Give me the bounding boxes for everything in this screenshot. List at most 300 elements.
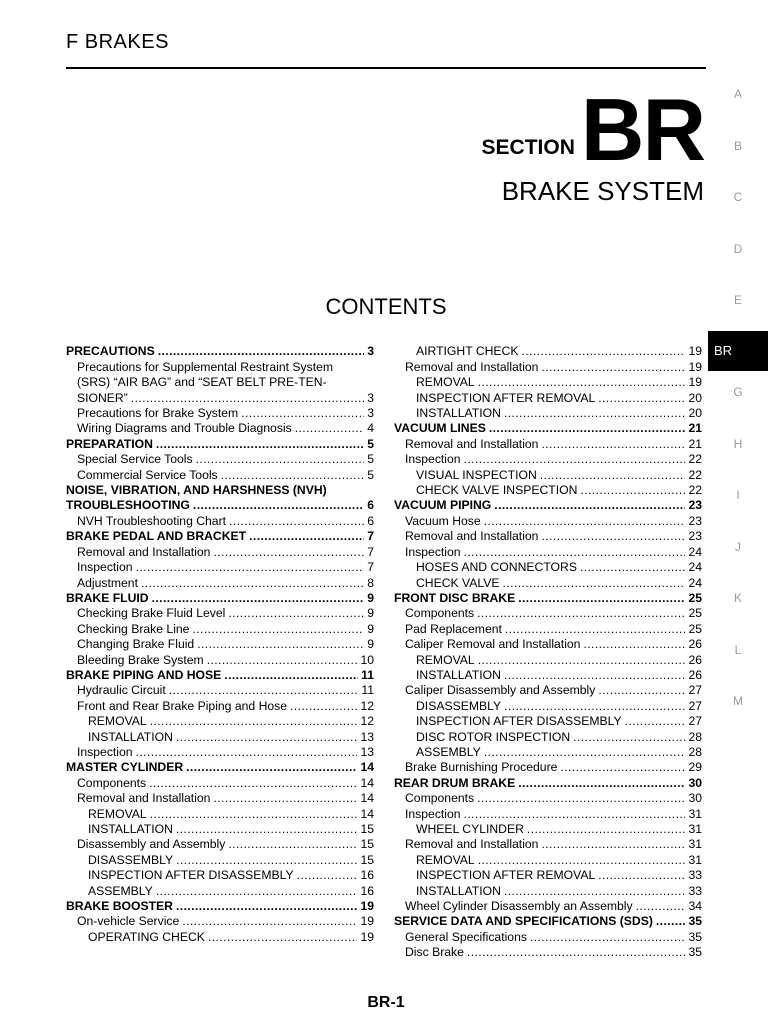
toc-leader-dots <box>136 745 358 760</box>
toc-leader-dots <box>489 421 686 436</box>
toc-entry-title: Wiring Diagrams and Trouble Diagnosis <box>77 421 292 436</box>
toc-entry-title: NVH Troubleshooting Chart <box>77 513 227 528</box>
toc-entry[interactable] <box>394 406 702 421</box>
toc-leader-dots <box>656 914 686 929</box>
toc-leader-dots <box>464 452 686 467</box>
section-block <box>481 80 704 207</box>
toc-entry[interactable] <box>394 421 702 436</box>
toc-entry-page: 30 <box>688 791 702 806</box>
toc-entry-title: Components <box>405 791 475 806</box>
toc-entry-title: INSPECTION AFTER REMOVAL <box>416 868 596 883</box>
toc-entry-page: 24 <box>688 575 702 590</box>
toc-entry[interactable] <box>394 945 702 960</box>
side-index-letter[interactable]: K <box>733 591 742 605</box>
toc-entry-title: INSTALLATION <box>88 822 173 836</box>
toc-entry-title: BRAKE PIPING AND HOSE <box>66 667 222 682</box>
toc-entry-page: 8 <box>367 575 374 590</box>
section-title: BRAKE SYSTEM <box>501 176 704 206</box>
toc-leader-dots <box>241 406 364 421</box>
toc-leader-dots <box>573 730 685 745</box>
side-index-letter[interactable]: BR <box>708 331 768 371</box>
toc-entry-page: 14 <box>360 791 374 806</box>
toc-entry-title: Wheel Cylinder Disassembly an Assembly <box>405 899 633 914</box>
section-line <box>481 80 704 179</box>
toc-entry-page: 19 <box>360 899 374 914</box>
toc-entry[interactable] <box>394 683 702 698</box>
toc-entry-page: 22 <box>688 483 702 498</box>
toc-entry-page: 26 <box>688 637 702 652</box>
toc-entry[interactable] <box>394 868 702 883</box>
toc-entry[interactable] <box>66 529 374 544</box>
toc-entry[interactable] <box>66 436 374 451</box>
toc-entry[interactable] <box>394 436 702 451</box>
toc-leader-dots <box>176 822 358 837</box>
toc-entry[interactable] <box>394 791 702 806</box>
toc-entry[interactable] <box>394 652 702 667</box>
toc-entry-title: CHECK VALVE <box>416 575 500 590</box>
toc-leader-dots <box>504 668 686 683</box>
toc-entry-title: INSTALLATION <box>416 883 501 898</box>
toc-entry-title: REMOVAL <box>416 852 475 867</box>
toc-entry[interactable] <box>66 544 374 559</box>
toc-entry[interactable] <box>66 868 374 883</box>
toc-entry-page: 33 <box>688 868 702 883</box>
toc-entry-page: 27 <box>688 683 702 698</box>
toc-entry[interactable] <box>66 760 374 775</box>
toc-entry[interactable] <box>66 452 374 467</box>
toc-leader-dots <box>541 437 685 452</box>
toc-entry-title: On-vehicle Service <box>77 914 180 929</box>
toc-entry[interactable] <box>394 822 702 837</box>
toc-entry-page: 20 <box>688 406 702 421</box>
toc-leader-dots <box>477 791 685 806</box>
toc-entry[interactable] <box>66 729 374 744</box>
toc-leader-dots <box>193 498 364 513</box>
toc-entry-page: 6 <box>367 498 374 513</box>
toc-entry[interactable] <box>66 806 374 821</box>
toc-entry[interactable] <box>394 883 702 898</box>
toc-leader-dots <box>186 760 357 775</box>
toc-entry-page: 3 <box>367 406 374 421</box>
toc-entry[interactable] <box>66 852 374 867</box>
toc-entry-title: DISASSEMBLY <box>88 852 174 867</box>
toc-entry-page: 14 <box>360 760 374 775</box>
page-header-label: F BRAKES <box>66 31 169 53</box>
toc-entry-title: AIRTIGHT CHECK <box>416 344 519 359</box>
toc-entry-page: 21 <box>688 421 702 436</box>
toc-leader-dots <box>176 730 358 745</box>
toc-leader-dots <box>530 930 685 945</box>
toc-leader-dots <box>196 452 365 467</box>
toc-entry-title: Special Service Tools <box>77 452 193 467</box>
toc-entry[interactable] <box>394 498 702 513</box>
toc-entry-page: 31 <box>688 852 702 867</box>
toc-entry[interactable] <box>66 883 374 898</box>
toc-entry-page: 35 <box>688 914 702 929</box>
toc-entry-page: 19 <box>688 344 702 359</box>
toc-entry-page: 35 <box>688 929 702 944</box>
toc-entry[interactable] <box>394 929 702 944</box>
toc-entry[interactable] <box>66 390 374 405</box>
toc-entry[interactable] <box>66 637 374 652</box>
toc-entry[interactable] <box>66 359 374 374</box>
toc-entry[interactable] <box>66 498 374 513</box>
toc-entry[interactable] <box>66 421 374 436</box>
toc-entry-page: 19 <box>360 914 374 929</box>
toc-entry-page: 29 <box>688 760 702 775</box>
toc-entry[interactable] <box>394 544 702 559</box>
toc-entry-title: General Specifications <box>405 929 527 944</box>
toc-leader-dots <box>176 853 357 868</box>
toc-entry-title: Components <box>77 775 147 790</box>
side-index-letter[interactable]: M <box>733 694 743 708</box>
toc-entry-page: 24 <box>688 544 702 559</box>
toc-entry-title: Brake Burnishing Procedure <box>405 760 558 775</box>
toc-entry[interactable] <box>66 483 374 498</box>
side-index-letter[interactable]: D <box>733 241 743 256</box>
toc-leader-dots <box>478 375 686 390</box>
toc-entry[interactable] <box>66 791 374 806</box>
toc-leader-dots <box>636 899 686 914</box>
toc-entry[interactable] <box>66 668 374 683</box>
toc-leader-dots <box>598 683 685 698</box>
page-number: BR-1 <box>367 994 405 1011</box>
toc-entry-page: 9 <box>367 637 374 652</box>
toc-entry[interactable] <box>394 837 702 852</box>
toc-entry-page: 15 <box>360 837 374 852</box>
side-index-letter[interactable]: H <box>733 436 743 451</box>
side-index-letter[interactable]: I <box>736 488 740 502</box>
side-index-letter[interactable]: E <box>733 293 742 307</box>
toc-entry[interactable] <box>394 668 702 683</box>
toc-entry-page: 34 <box>688 899 702 914</box>
toc-entry-page: 30 <box>688 775 702 790</box>
toc-entry[interactable] <box>66 822 374 837</box>
toc-entry-title: HOSES AND CONNECTORS <box>416 560 577 575</box>
toc-entry-title: Checking Brake Line <box>77 621 190 636</box>
toc-entry[interactable] <box>394 852 702 867</box>
toc-entry[interactable] <box>394 529 702 544</box>
toc-entry-title: Disassembly and Assembly <box>77 837 226 852</box>
toc-entry-page: 9 <box>367 606 374 621</box>
toc-leader-dots <box>478 653 686 668</box>
toc-entry[interactable] <box>66 467 374 482</box>
toc-entry-title: BRAKE PEDAL AND BRACKET <box>66 529 247 544</box>
toc-entry-page: 15 <box>360 852 374 867</box>
toc-entry-page: 35 <box>688 945 702 960</box>
toc-entry-title: VACUUM LINES <box>394 421 486 436</box>
toc-entry-title: Inspection <box>77 744 133 759</box>
toc-entry-page: 28 <box>688 729 702 744</box>
toc-entry[interactable] <box>66 914 374 929</box>
toc-leader-dots <box>136 560 365 575</box>
toc-leader-dots <box>221 468 365 483</box>
toc-entry-title: Hydraulic Circuit <box>77 683 166 698</box>
toc-leader-dots <box>464 807 686 822</box>
toc-leader-dots <box>505 622 686 637</box>
toc-entry[interactable] <box>394 591 702 606</box>
toc-entry[interactable] <box>66 560 374 575</box>
toc-entry-title: Commercial Service Tools <box>77 467 218 482</box>
toc-entry-title: VISUAL INSPECTION <box>416 467 537 482</box>
toc-entry-title: Inspection <box>405 452 461 467</box>
toc-entry[interactable] <box>66 837 374 852</box>
toc-leader-dots <box>156 884 358 899</box>
toc-leader-dots <box>598 391 685 406</box>
toc-entry-title: MASTER CYLINDER <box>66 760 184 775</box>
toc-leader-dots <box>224 668 358 683</box>
toc-entry-page: 12 <box>360 698 374 713</box>
toc-entry-title: NOISE, VIBRATION, AND HARSHNESS (NVH) <box>66 483 327 498</box>
toc-entry[interactable] <box>394 698 702 713</box>
toc-entry-title: VACUUM PIPING <box>394 498 492 513</box>
toc-entry-title: Pad Replacement <box>405 621 502 636</box>
toc-entry[interactable] <box>394 637 702 652</box>
toc-entry-title: ASSEMBLY <box>88 883 153 898</box>
toc-entry-title: Changing Brake Fluid <box>77 637 195 652</box>
toc-entry-page: 14 <box>360 775 374 790</box>
toc-entry[interactable] <box>394 729 702 744</box>
side-index-letter[interactable]: B <box>733 138 742 153</box>
toc-leader-dots <box>464 545 686 560</box>
toc-leader-dots <box>131 391 364 406</box>
toc-leader-dots <box>494 498 685 513</box>
toc-entry-title: WHEEL CYLINDER <box>416 822 524 836</box>
toc-leader-dots <box>521 344 685 359</box>
toc-entry-title: DISC ROTOR INSPECTION <box>416 729 571 744</box>
toc-leader-dots <box>560 760 685 775</box>
section-code: BR <box>580 80 704 179</box>
toc-leader-dots <box>484 514 686 529</box>
toc-entry-title: Caliper Removal and Installation <box>405 637 581 652</box>
toc-entry[interactable] <box>66 899 374 914</box>
side-index-letter[interactable]: A <box>733 87 742 101</box>
toc-leader-dots <box>583 637 685 652</box>
side-index-letter[interactable]: J <box>735 539 741 554</box>
toc-entry[interactable] <box>394 745 702 760</box>
toc-entry-title: ASSEMBLY <box>416 744 481 759</box>
toc-entry-page: 19 <box>688 375 702 390</box>
toc-entry[interactable] <box>66 683 374 698</box>
toc-entry-page: 19 <box>688 359 702 374</box>
toc-leader-dots <box>152 591 365 606</box>
toc-leader-dots <box>182 914 357 929</box>
toc-leader-dots <box>478 853 686 868</box>
toc-leader-dots <box>156 437 364 452</box>
toc-entry[interactable] <box>394 375 702 390</box>
contents-heading: CONTENTS <box>325 294 447 319</box>
toc-entry[interactable] <box>66 745 374 760</box>
toc-entry-page: 11 <box>361 683 374 698</box>
toc-entry-page: 20 <box>688 390 702 405</box>
toc-entry[interactable] <box>66 606 374 621</box>
toc-entry[interactable] <box>394 575 702 590</box>
toc-entry-title: OPERATING CHECK <box>88 929 205 944</box>
toc-entry[interactable] <box>394 390 702 405</box>
toc-entry-title: SIONER” <box>77 390 128 405</box>
toc-entry[interactable] <box>66 621 374 636</box>
toc-entry[interactable] <box>394 452 702 467</box>
toc-leader-dots <box>176 899 357 914</box>
toc-entry-title: INSPECTION AFTER DISASSEMBLY <box>416 714 622 729</box>
toc-entry-title: Components <box>405 606 475 621</box>
toc-entry-title: DISASSEMBLY <box>416 698 502 713</box>
toc-entry-page: 21 <box>688 436 702 451</box>
toc-entry-page: 31 <box>688 806 702 821</box>
toc-entry-page: 22 <box>688 452 702 467</box>
toc-entry-page: 13 <box>360 729 374 744</box>
toc-entry[interactable] <box>66 714 374 729</box>
toc-entry-page: 26 <box>688 667 702 682</box>
toc-entry[interactable] <box>66 575 374 590</box>
toc-entry-title: Precautions for Brake System <box>77 406 239 421</box>
toc-entry-page: 3 <box>367 344 374 359</box>
toc-entry-title: PRECAUTIONS <box>66 344 155 359</box>
side-index-letter[interactable]: C <box>733 190 743 204</box>
toc-entry-title: REMOVAL <box>88 806 147 821</box>
toc-entry-page: 5 <box>367 452 374 467</box>
toc-entry-page: 16 <box>360 883 374 898</box>
toc-entry-title: Bleeding Brake System <box>77 652 204 667</box>
toc-entry-title: Removal and Installation <box>405 837 539 852</box>
toc-leader-dots <box>150 714 358 729</box>
toc-entry-title: REMOVAL <box>88 714 147 729</box>
toc-leader-dots <box>541 360 685 375</box>
toc-entry-page: 25 <box>688 606 702 621</box>
toc-entry-page: 19 <box>360 929 374 944</box>
toc-entry[interactable] <box>394 560 702 575</box>
toc-entry-title: REMOVAL <box>416 652 475 667</box>
toc-leader-dots <box>158 344 365 359</box>
toc-entry[interactable] <box>66 929 374 944</box>
toc-leader-dots <box>518 591 685 606</box>
toc-entry-page: 28 <box>688 744 702 759</box>
toc-leader-dots <box>484 745 686 760</box>
toc-entry-page: 31 <box>688 837 702 852</box>
toc-leader-dots <box>213 791 357 806</box>
toc-entry-page: 23 <box>688 498 702 513</box>
toc-leader-dots <box>208 930 358 945</box>
toc-entry-page: 7 <box>367 529 374 544</box>
toc-leader-dots <box>197 637 364 652</box>
section-side-index <box>708 84 768 743</box>
toc-leader-dots <box>207 653 358 668</box>
section-word: SECTION <box>481 136 575 159</box>
header-divider <box>66 67 706 69</box>
toc-leader-dots <box>541 529 685 544</box>
toc-entry[interactable] <box>66 652 374 667</box>
toc-entry[interactable] <box>394 621 702 636</box>
toc-leader-dots <box>295 421 364 436</box>
toc-entry[interactable] <box>394 606 702 621</box>
toc-leader-dots <box>503 576 686 591</box>
toc-leader-dots <box>149 776 357 791</box>
toc-entry-title: Inspection <box>77 560 133 575</box>
toc-leader-dots <box>297 868 358 883</box>
toc-leader-dots <box>540 468 686 483</box>
toc-entry-page: 27 <box>688 714 702 729</box>
toc-entry-title: Removal and Installation <box>405 436 539 451</box>
toc-entry[interactable] <box>394 775 702 790</box>
toc-entry[interactable] <box>394 899 702 914</box>
toc-entry-title: BRAKE FLUID <box>66 590 149 605</box>
toc-leader-dots <box>541 837 685 852</box>
toc-entry-title: SERVICE DATA AND SPECIFICATIONS (SDS) <box>394 914 653 929</box>
toc-left-column <box>66 344 374 945</box>
toc-entry-title: Precautions for Supplemental Restraint System <box>77 359 334 374</box>
toc-entry-page: 33 <box>688 883 702 898</box>
toc-leader-dots <box>150 807 358 822</box>
toc-entry-page: 14 <box>360 806 374 821</box>
toc-entry-page: 11 <box>361 667 374 682</box>
toc-leader-dots <box>290 699 357 714</box>
side-index-letter[interactable]: G <box>733 385 743 399</box>
toc-entry-page: 25 <box>688 590 702 605</box>
toc-entry-page: 5 <box>367 436 374 451</box>
toc-entry-page: 10 <box>360 652 374 667</box>
toc-entry[interactable] <box>66 698 374 713</box>
toc-entry[interactable] <box>66 513 374 528</box>
toc-entry-page: 22 <box>688 467 702 482</box>
toc-entry[interactable] <box>394 714 702 729</box>
toc-entry-page: 23 <box>688 529 702 544</box>
side-index-letter[interactable]: L <box>734 642 742 657</box>
toc-entry-title: Caliper Disassembly and Assembly <box>405 683 596 698</box>
toc-entry-page: 26 <box>688 652 702 667</box>
toc-entry-title: PREPARATION <box>66 436 153 451</box>
toc-leader-dots <box>228 837 357 852</box>
toc-entry[interactable] <box>66 406 374 421</box>
toc-entry-title: Disc Brake <box>405 945 464 960</box>
toc-entry-page: 23 <box>688 513 702 528</box>
toc-entry-page: 9 <box>367 590 374 605</box>
toc-leader-dots <box>192 622 364 637</box>
toc-entry-title: (SRS) “AIR BAG” and “SEAT BELT PRE-TEN- <box>77 375 327 390</box>
toc-entry-title: INSTALLATION <box>88 729 173 744</box>
toc-entry-page: 3 <box>367 390 374 405</box>
toc-leader-dots <box>504 884 686 899</box>
toc-entry[interactable] <box>394 513 702 528</box>
toc-entry[interactable] <box>394 359 702 374</box>
toc-entry[interactable] <box>66 375 374 390</box>
toc-entry[interactable] <box>394 344 702 359</box>
toc-entry[interactable] <box>394 760 702 775</box>
toc-entry-title: INSPECTION AFTER REMOVAL <box>416 390 596 405</box>
toc-entry[interactable] <box>66 591 374 606</box>
toc-entry-title: Front and Rear Brake Piping and Hose <box>77 698 288 713</box>
toc-entry-title: Removal and Installation <box>405 359 539 374</box>
toc-entry-title: BRAKE BOOSTER <box>66 899 173 914</box>
toc-entry[interactable] <box>66 775 374 790</box>
toc-entry[interactable] <box>394 806 702 821</box>
toc-entry[interactable] <box>394 914 702 929</box>
toc-entry-page: 13 <box>360 744 374 759</box>
toc-right-column <box>394 344 702 960</box>
toc-entry-title: INSTALLATION <box>416 667 501 682</box>
toc-leader-dots <box>580 560 685 575</box>
toc-entry-title: Inspection <box>405 544 461 559</box>
toc-entry[interactable] <box>66 344 374 359</box>
toc-entry-title: REMOVAL <box>416 375 475 390</box>
toc-entry[interactable] <box>394 467 702 482</box>
toc-entry-title: Inspection <box>405 806 461 821</box>
toc-leader-dots <box>213 545 364 560</box>
toc-entry[interactable] <box>394 483 702 498</box>
toc-entry-page: 6 <box>367 513 374 528</box>
toc-entry-page: 12 <box>360 714 374 729</box>
toc-entry-page: 7 <box>367 560 374 575</box>
toc-leader-dots <box>580 483 685 498</box>
